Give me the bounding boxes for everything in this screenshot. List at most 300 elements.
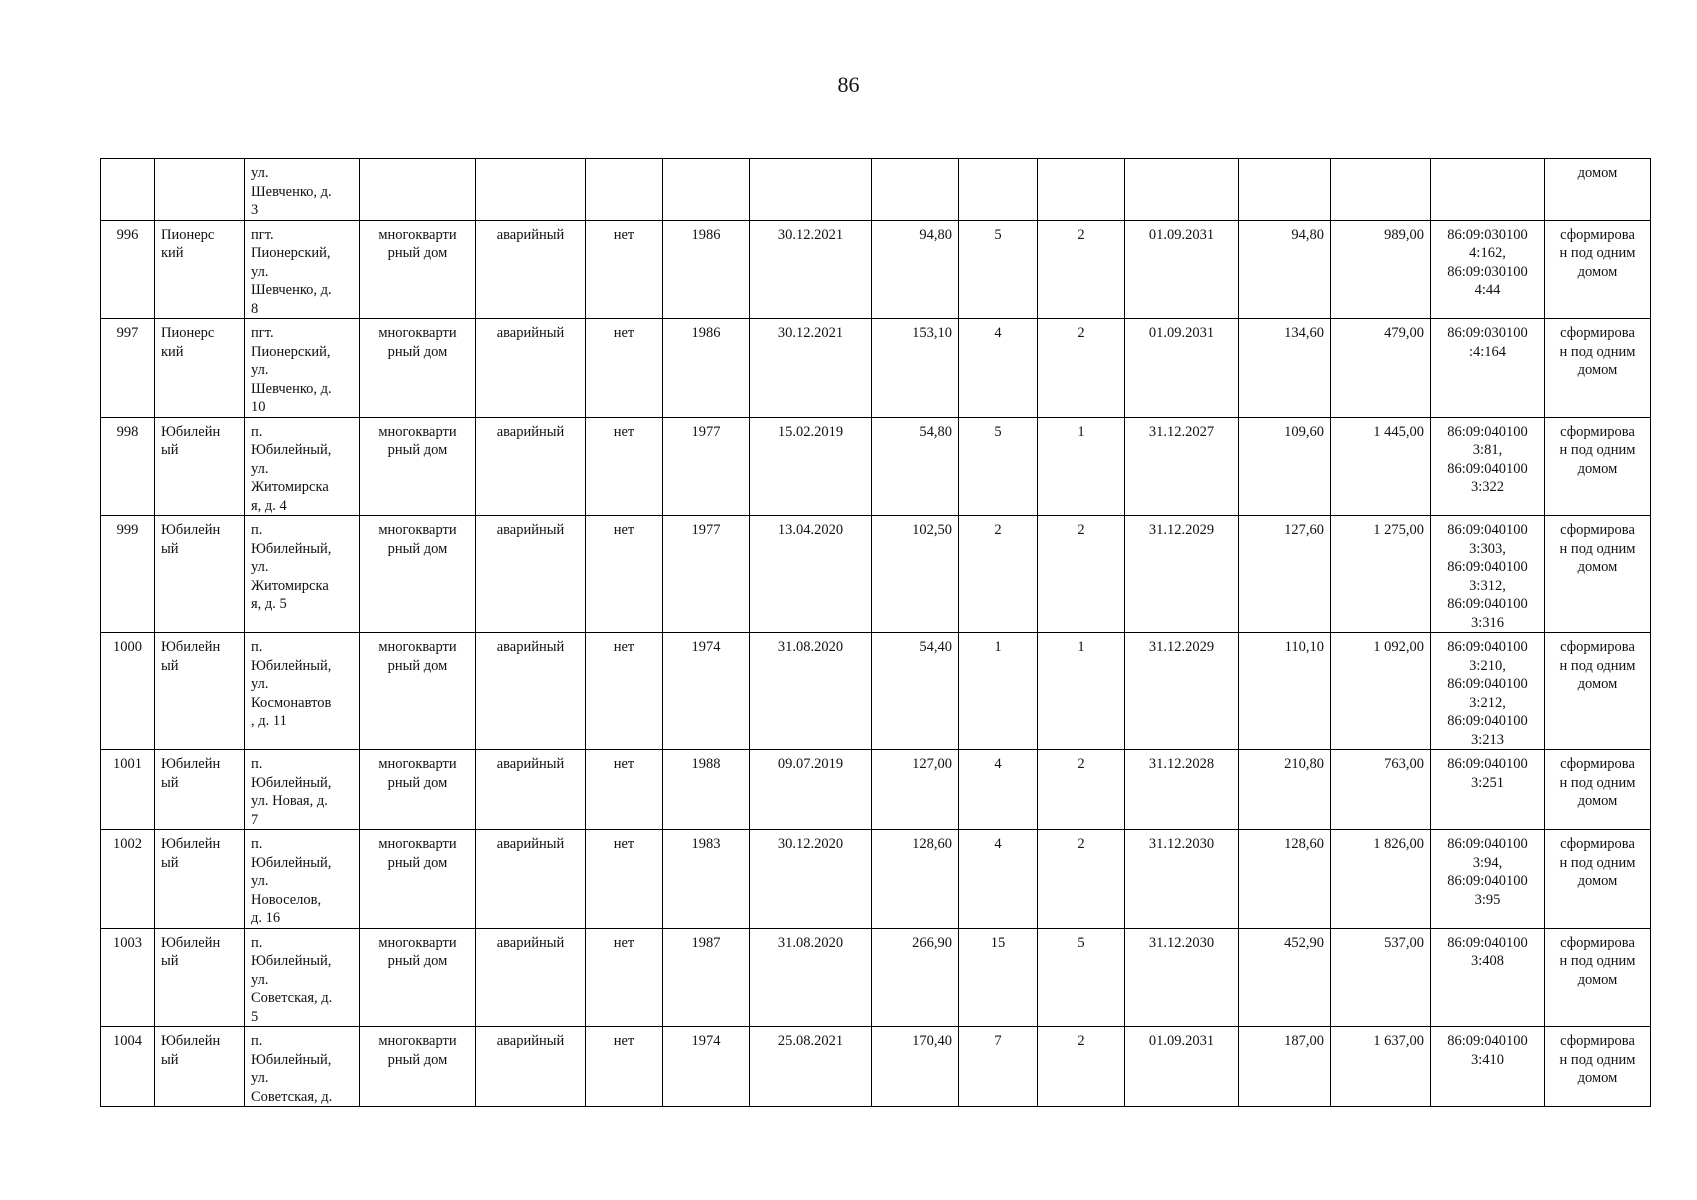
cell-cadastral-numbers: [1431, 159, 1545, 221]
cell-area-resettled: 127,60: [1239, 516, 1331, 633]
cell-municipality-line: ый: [161, 540, 179, 557]
cell-address: [245, 633, 360, 750]
cell-planned-date: 31.12.2029: [1125, 633, 1239, 750]
cell-note-line: н под одним: [1559, 953, 1636, 969]
table-row: [101, 516, 1651, 633]
cell-cadastral-numbers: [1431, 417, 1545, 516]
cell-address-line: д. 16: [251, 910, 281, 926]
cell-number: 1002: [101, 830, 155, 929]
cell-note-line: н под одним: [1559, 540, 1636, 557]
cell-number: 998: [101, 417, 155, 516]
cell-municipality-line: ый: [161, 953, 179, 969]
cell-residents: 1: [959, 633, 1038, 750]
cell-building-type-line: рный дом: [387, 1051, 448, 1068]
cell-cadastral-numbers-line: 3:312,: [1469, 577, 1506, 594]
cell-area-resettled: [1239, 159, 1331, 221]
cell-building-type-line: многокварти: [378, 226, 457, 243]
cell-address-line: ул.: [251, 1070, 269, 1086]
table-row: [101, 928, 1651, 1027]
cell-planned-date: 31.12.2028: [1125, 750, 1239, 830]
cell-number: 999: [101, 516, 155, 633]
cell-building-type: [360, 633, 476, 750]
cell-flag: нет: [586, 220, 663, 319]
cell-municipality: [155, 319, 245, 418]
cell-families: [1038, 159, 1125, 221]
cell-address-line: я, д. 4: [251, 497, 287, 514]
cell-address-line: Шевченко, д.: [251, 380, 332, 397]
cell-planned-date: 31.12.2027: [1125, 417, 1239, 516]
cell-municipality-line: Пионерс: [161, 325, 215, 341]
table-row: [101, 633, 1651, 750]
cell-address: [245, 928, 360, 1027]
cell-address-line: ул.: [251, 362, 269, 378]
cell-address-line: ул.: [251, 263, 269, 280]
cell-planned-date: 31.12.2029: [1125, 516, 1239, 633]
cell-cadastral-numbers: [1431, 928, 1545, 1027]
cell-cadastral-numbers: [1431, 319, 1545, 418]
cell-area: 54,40: [872, 633, 959, 750]
cell-plot-area: 763,00: [1331, 750, 1431, 830]
cell-note: [1545, 220, 1651, 319]
cell-building-type: [360, 417, 476, 516]
cell-municipality: [155, 1027, 245, 1107]
cell-cadastral-numbers-line: 86:09:030100: [1447, 226, 1528, 243]
cell-recognition-date: 31.08.2020: [750, 633, 872, 750]
cell-note: [1545, 417, 1651, 516]
cell-recognition-date: 30.12.2020: [750, 830, 872, 929]
cell-cadastral-numbers-line: 3:213: [1470, 731, 1505, 748]
cell-number: 1003: [101, 928, 155, 1027]
cell-area-resettled: 94,80: [1239, 220, 1331, 319]
cell-cadastral-numbers-line: 3:410: [1470, 1051, 1505, 1068]
cell-address-line: ул.: [251, 460, 269, 477]
cell-cadastral-numbers-line: 3:81,: [1472, 442, 1503, 458]
cell-note-line: сформирова: [1560, 639, 1635, 655]
cell-note: [1545, 319, 1651, 418]
cell-cadastral-numbers-line: 86:09:040100: [1447, 639, 1528, 655]
cell-building-type: [360, 750, 476, 830]
cell-address-line: Житомирска: [251, 479, 329, 495]
cell-municipality-line: Юбилейн: [161, 836, 221, 852]
cell-note: [1545, 928, 1651, 1027]
cell-year-built: 1977: [663, 516, 750, 633]
cell-address-line: Юбилейный,: [251, 854, 332, 871]
cell-number: 996: [101, 220, 155, 319]
cell-address-line: 3: [251, 202, 259, 218]
cell-building-type-line: многокварти: [378, 836, 457, 852]
cell-address-line: Юбилейный,: [251, 1051, 332, 1068]
cell-note: [1545, 750, 1651, 830]
cell-municipality-line: кий: [161, 343, 184, 360]
cell-recognition-date: 25.08.2021: [750, 1027, 872, 1107]
housing-register-table: [100, 158, 1651, 1107]
cell-note-line: домом: [1577, 873, 1618, 889]
cell-note-line: домом: [1577, 263, 1618, 280]
cell-area: 128,60: [872, 830, 959, 929]
cell-municipality: [155, 750, 245, 830]
table-row: [101, 417, 1651, 516]
cell-note-line: сформирова: [1560, 522, 1635, 538]
cell-municipality: [155, 928, 245, 1027]
cell-note-line: домом: [1577, 460, 1618, 477]
cell-municipality-line: Юбилейн: [161, 1033, 221, 1049]
cell-cadastral-numbers-line: 86:09:040100: [1447, 873, 1528, 889]
cell-building-type-line: рный дом: [387, 657, 448, 674]
cell-note-line: н под одним: [1559, 854, 1636, 871]
cell-address-line: пгт.: [251, 325, 274, 341]
cell-address-line: Юбилейный,: [251, 953, 332, 969]
cell-address-line: Советская, д.: [251, 1088, 333, 1105]
cell-address-line: Юбилейный,: [251, 657, 332, 674]
cell-condition: аварийный: [476, 928, 586, 1027]
cell-area: 266,90: [872, 928, 959, 1027]
cell-plot-area: 1 275,00: [1331, 516, 1431, 633]
cell-residents: 2: [959, 516, 1038, 633]
cell-building-type: [360, 220, 476, 319]
table-row: [101, 1027, 1651, 1107]
cell-flag: нет: [586, 928, 663, 1027]
cell-area-resettled: 128,60: [1239, 830, 1331, 929]
cell-planned-date: 31.12.2030: [1125, 830, 1239, 929]
cell-building-type-line: многокварти: [378, 756, 457, 772]
cell-building-type-line: рный дом: [387, 540, 448, 557]
cell-address-line: Юбилейный,: [251, 774, 332, 791]
cell-year-built: 1986: [663, 319, 750, 418]
table-row: [101, 159, 1651, 221]
cell-note-line: домом: [1577, 793, 1618, 809]
cell-building-type-line: рный дом: [387, 245, 448, 261]
cell-cadastral-numbers-line: 3:210,: [1469, 657, 1506, 674]
cell-plot-area: 479,00: [1331, 319, 1431, 418]
cell-address-line: , д. 11: [251, 713, 287, 729]
cell-building-type-line: рный дом: [387, 442, 448, 458]
cell-address: [245, 1027, 360, 1107]
cell-area: 170,40: [872, 1027, 959, 1107]
cell-note: [1545, 1027, 1651, 1107]
cell-area: 153,10: [872, 319, 959, 418]
cell-cadastral-numbers-line: 86:09:040100: [1447, 522, 1528, 538]
cell-residents: 4: [959, 750, 1038, 830]
cell-address-line: Пионерский,: [251, 245, 331, 261]
cell-number: [101, 159, 155, 221]
table-row: [101, 750, 1651, 830]
cell-condition: аварийный: [476, 633, 586, 750]
cell-note-line: н под одним: [1559, 442, 1636, 458]
cell-note-line: сформирова: [1560, 756, 1635, 772]
cell-address: [245, 750, 360, 830]
cell-condition: аварийный: [476, 220, 586, 319]
cell-address: [245, 159, 360, 221]
cell-municipality-line: ый: [161, 442, 179, 458]
table-row: [101, 830, 1651, 929]
cell-municipality-line: Юбилейн: [161, 423, 221, 440]
cell-address-line: ул. Новая, д.: [251, 793, 328, 809]
cell-families: 2: [1038, 220, 1125, 319]
cell-municipality-line: Пионерс: [161, 226, 215, 243]
cell-recognition-date: 31.08.2020: [750, 928, 872, 1027]
cell-cadastral-numbers: [1431, 633, 1545, 750]
cell-flag: нет: [586, 417, 663, 516]
cell-cadastral-numbers-line: 3:322: [1470, 479, 1505, 495]
cell-planned-date: 01.09.2031: [1125, 220, 1239, 319]
cell-plot-area: 1 826,00: [1331, 830, 1431, 929]
cell-flag: нет: [586, 1027, 663, 1107]
cell-residents: 4: [959, 830, 1038, 929]
cell-residents: 5: [959, 220, 1038, 319]
cell-number: 1000: [101, 633, 155, 750]
cell-note-line: сформирова: [1560, 934, 1635, 951]
cell-address-line: Пионерский,: [251, 343, 331, 360]
cell-address-line: Житомирска: [251, 577, 329, 594]
cell-area: [872, 159, 959, 221]
cell-municipality-line: Юбилейн: [161, 522, 221, 538]
cell-cadastral-numbers-line: 86:09:040100: [1447, 676, 1528, 692]
cell-address-line: п.: [251, 423, 263, 440]
cell-municipality: [155, 516, 245, 633]
cell-municipality: [155, 417, 245, 516]
cell-families: 2: [1038, 319, 1125, 418]
cell-building-type: [360, 159, 476, 221]
cell-year-built: 1986: [663, 220, 750, 319]
cell-cadastral-numbers-line: 3:94,: [1472, 854, 1503, 871]
page-number: 86: [837, 72, 860, 97]
cell-cadastral-numbers-line: 3:95: [1474, 891, 1501, 908]
table-row: [101, 319, 1651, 418]
cell-municipality-line: ый: [161, 1051, 179, 1068]
cell-address-line: ул.: [251, 873, 269, 889]
cell-note-line: сформирова: [1560, 226, 1635, 243]
cell-planned-date: 01.09.2031: [1125, 1027, 1239, 1107]
cell-address-line: п.: [251, 522, 263, 538]
cell-year-built: 1974: [663, 1027, 750, 1107]
table-row: [101, 220, 1651, 319]
cell-cadastral-numbers-line: 86:09:040100: [1447, 423, 1528, 440]
cell-building-type: [360, 516, 476, 633]
cell-note-line: н под одним: [1559, 774, 1636, 791]
cell-condition: [476, 159, 586, 221]
cell-note-line: домом: [1577, 971, 1618, 988]
cell-cadastral-numbers-line: 86:09:040100: [1447, 559, 1528, 575]
cell-cadastral-numbers-line: 86:09:040100: [1447, 596, 1528, 612]
cell-note-line: сформирова: [1560, 325, 1635, 341]
cell-residents: [959, 159, 1038, 221]
cell-address-line: ул.: [251, 676, 269, 692]
cell-residents: 4: [959, 319, 1038, 418]
cell-recognition-date: 13.04.2020: [750, 516, 872, 633]
cell-flag: нет: [586, 516, 663, 633]
cell-address-line: п.: [251, 639, 263, 655]
cell-area-resettled: 134,60: [1239, 319, 1331, 418]
cell-area-resettled: 210,80: [1239, 750, 1331, 830]
cell-building-type: [360, 928, 476, 1027]
cell-municipality: [155, 220, 245, 319]
cell-building-type-line: многокварти: [378, 639, 457, 655]
cell-cadastral-numbers-line: 86:09:040100: [1447, 934, 1528, 951]
cell-number: 1001: [101, 750, 155, 830]
cell-cadastral-numbers-line: 86:09:040100: [1447, 460, 1528, 477]
cell-year-built: 1974: [663, 633, 750, 750]
cell-note-line: сформирова: [1560, 1033, 1635, 1049]
cell-flag: нет: [586, 319, 663, 418]
cell-note: [1545, 633, 1651, 750]
cell-recognition-date: 15.02.2019: [750, 417, 872, 516]
cell-area: 127,00: [872, 750, 959, 830]
cell-address-line: Юбилейный,: [251, 540, 332, 557]
cell-year-built: 1977: [663, 417, 750, 516]
cell-note-line: н под одним: [1559, 343, 1636, 360]
cell-area: 102,50: [872, 516, 959, 633]
cell-plot-area: [1331, 159, 1431, 221]
cell-families: 1: [1038, 417, 1125, 516]
cell-municipality-line: ый: [161, 774, 179, 791]
cell-address-line: я, д. 5: [251, 596, 287, 612]
cell-condition: аварийный: [476, 830, 586, 929]
cell-building-type-line: многокварти: [378, 522, 457, 538]
cell-address-line: Новоселов,: [251, 891, 322, 908]
cell-municipality-line: Юбилейн: [161, 934, 221, 951]
cell-note-line: домом: [1577, 1070, 1618, 1086]
cell-building-type: [360, 319, 476, 418]
cell-building-type-line: многокварти: [378, 325, 457, 341]
cell-year-built: 1988: [663, 750, 750, 830]
cell-address-line: 5: [251, 1008, 259, 1025]
cell-cadastral-numbers: [1431, 830, 1545, 929]
cell-note-line: домом: [1577, 676, 1618, 692]
cell-note: [1545, 516, 1651, 633]
cell-cadastral-numbers: [1431, 1027, 1545, 1107]
cell-note: [1545, 159, 1651, 221]
cell-address-line: ул.: [251, 971, 269, 988]
cell-municipality-line: Юбилейн: [161, 639, 221, 655]
cell-municipality-line: ый: [161, 854, 179, 871]
cell-families: 2: [1038, 750, 1125, 830]
cell-note-line: домом: [1577, 165, 1618, 181]
cell-address-line: ул.: [251, 165, 269, 181]
cell-address-line: Юбилейный,: [251, 442, 332, 458]
cell-flag: нет: [586, 750, 663, 830]
cell-recognition-date: 30.12.2021: [750, 319, 872, 418]
cell-cadastral-numbers-line: 3:251: [1470, 774, 1505, 791]
cell-address-line: п.: [251, 756, 263, 772]
cell-address: [245, 516, 360, 633]
cell-planned-date: 31.12.2030: [1125, 928, 1239, 1027]
cell-plot-area: 1 445,00: [1331, 417, 1431, 516]
cell-municipality: [155, 633, 245, 750]
cell-flag: нет: [586, 830, 663, 929]
cell-families: 2: [1038, 516, 1125, 633]
cell-building-type-line: рный дом: [387, 343, 448, 360]
cell-building-type: [360, 1027, 476, 1107]
cell-area-resettled: 187,00: [1239, 1027, 1331, 1107]
cell-building-type-line: многокварти: [378, 1033, 457, 1049]
cell-municipality-line: кий: [161, 245, 184, 261]
cell-address: [245, 417, 360, 516]
cell-cadastral-numbers-line: 86:09:040100: [1447, 836, 1528, 852]
cell-recognition-date: [750, 159, 872, 221]
cell-year-built: 1983: [663, 830, 750, 929]
cell-flag: нет: [586, 633, 663, 750]
cell-address-line: 7: [251, 811, 259, 828]
cell-cadastral-numbers-line: :4:164: [1468, 343, 1507, 360]
cell-note-line: сформирова: [1560, 836, 1635, 852]
cell-address-line: п.: [251, 836, 263, 852]
cell-municipality-line: ый: [161, 657, 179, 674]
cell-residents: 7: [959, 1027, 1038, 1107]
cell-cadastral-numbers-line: 3:316: [1470, 614, 1505, 631]
cell-building-type: [360, 830, 476, 929]
cell-plot-area: 1 092,00: [1331, 633, 1431, 750]
cell-cadastral-numbers-line: 4:44: [1474, 282, 1501, 298]
cell-cadastral-numbers-line: 4:162,: [1469, 245, 1506, 261]
cell-address-line: 10: [251, 399, 266, 415]
cell-building-type-line: многокварти: [378, 423, 457, 440]
cell-area: 94,80: [872, 220, 959, 319]
cell-condition: аварийный: [476, 1027, 586, 1107]
cell-condition: аварийный: [476, 750, 586, 830]
cell-area-resettled: 109,60: [1239, 417, 1331, 516]
cell-area: 54,80: [872, 417, 959, 516]
cell-condition: аварийный: [476, 417, 586, 516]
cell-year-built: [663, 159, 750, 221]
cell-address: [245, 319, 360, 418]
cell-residents: 5: [959, 417, 1038, 516]
cell-building-type-line: рный дом: [387, 774, 448, 791]
cell-note-line: н под одним: [1559, 1051, 1636, 1068]
cell-plot-area: 537,00: [1331, 928, 1431, 1027]
cell-cadastral-numbers-line: 3:303,: [1469, 540, 1506, 557]
cell-municipality-line: Юбилейн: [161, 756, 221, 772]
cell-cadastral-numbers-line: 86:09:040100: [1447, 1033, 1528, 1049]
cell-planned-date: [1125, 159, 1239, 221]
cell-planned-date: 01.09.2031: [1125, 319, 1239, 418]
cell-note: [1545, 830, 1651, 929]
cell-number: 997: [101, 319, 155, 418]
cell-building-type-line: рный дом: [387, 854, 448, 871]
cell-families: 5: [1038, 928, 1125, 1027]
cell-year-built: 1987: [663, 928, 750, 1027]
cell-cadastral-numbers-line: 86:09:040100: [1447, 756, 1528, 772]
cell-cadastral-numbers-line: 86:09:040100: [1447, 713, 1528, 729]
cell-note-line: н под одним: [1559, 657, 1636, 674]
cell-cadastral-numbers-line: 86:09:030100: [1447, 263, 1528, 280]
cell-note-line: домом: [1577, 362, 1618, 378]
cell-address-line: ул.: [251, 559, 269, 575]
cell-address: [245, 830, 360, 929]
cell-address-line: Космонавтов: [251, 694, 332, 711]
cell-address-line: п.: [251, 934, 263, 951]
cell-address: [245, 220, 360, 319]
cell-recognition-date: 09.07.2019: [750, 750, 872, 830]
cell-address-line: п.: [251, 1033, 263, 1049]
cell-address-line: Шевченко, д.: [251, 183, 332, 200]
cell-note-line: домом: [1577, 559, 1618, 575]
cell-cadastral-numbers-line: 86:09:030100: [1447, 325, 1528, 341]
cell-families: 2: [1038, 830, 1125, 929]
cell-flag: [586, 159, 663, 221]
cell-condition: аварийный: [476, 516, 586, 633]
cell-address-line: 8: [251, 300, 259, 317]
cell-number: 1004: [101, 1027, 155, 1107]
cell-address-line: Шевченко, д.: [251, 282, 332, 298]
table-body: [101, 159, 1651, 1107]
cell-recognition-date: 30.12.2021: [750, 220, 872, 319]
cell-cadastral-numbers: [1431, 750, 1545, 830]
cell-note-line: сформирова: [1560, 423, 1635, 440]
cell-address-line: Советская, д.: [251, 990, 333, 1006]
cell-area-resettled: 110,10: [1239, 633, 1331, 750]
cell-families: 1: [1038, 633, 1125, 750]
cell-cadastral-numbers: [1431, 220, 1545, 319]
